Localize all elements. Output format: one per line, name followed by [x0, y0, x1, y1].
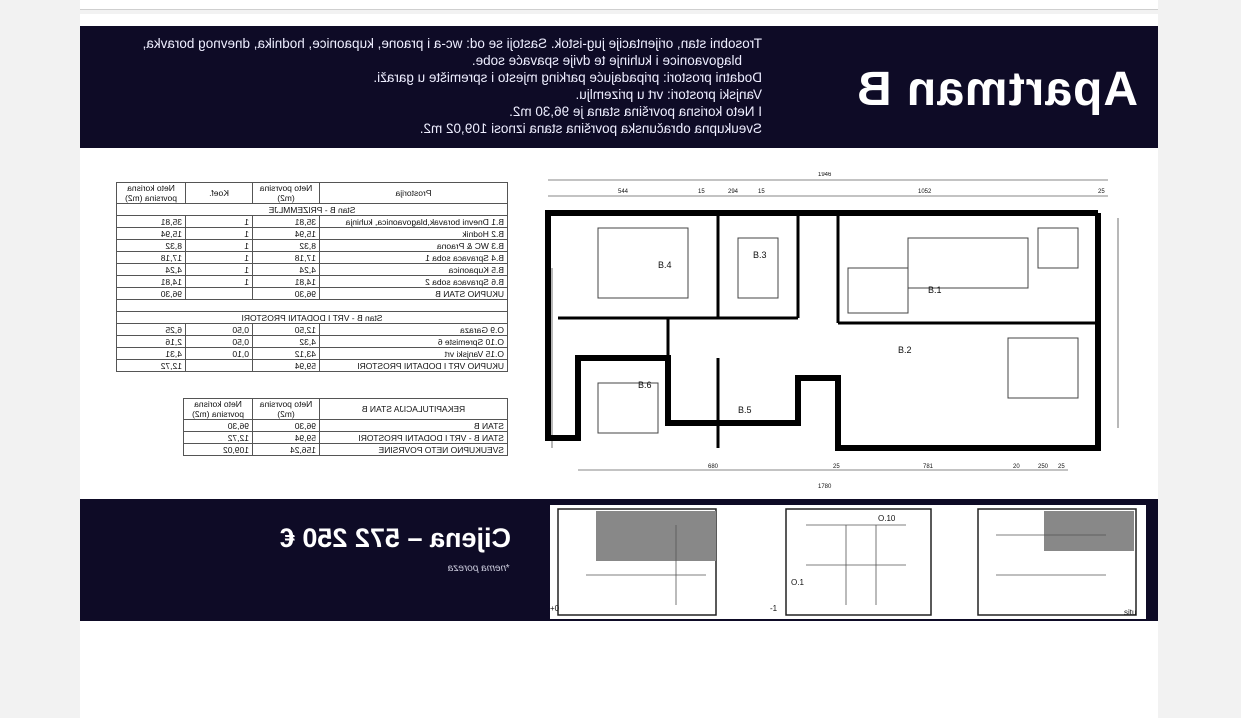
cell-net: 96,30	[253, 420, 320, 432]
room-label-b3: B.3	[753, 250, 767, 260]
cell-room: B.3 WC & Praona	[320, 240, 508, 252]
cell-useful: 96,30	[117, 288, 186, 300]
cell-room: UKUPNO STAN B	[320, 288, 508, 300]
section-header: Stan B - VRT I DODATNI PROSTORI	[117, 312, 508, 324]
thumb-label: -1	[770, 604, 778, 613]
cell-coef: 0,50	[186, 336, 253, 348]
cell-useful: 12,72	[117, 360, 186, 372]
cell-coef: 1	[186, 228, 253, 240]
table-row	[117, 252, 508, 264]
spacer-row	[117, 300, 508, 312]
cell-net: 15,94	[253, 228, 320, 240]
cell-room: B.4 Spravaca soba 1	[320, 252, 508, 264]
table-row	[117, 276, 508, 288]
header-band	[80, 26, 1158, 148]
description-line: blagovaonice i kuhinje te dvije spavaće sobe.	[471, 53, 742, 68]
floor-plan	[538, 168, 1138, 488]
cell-label: STAN B	[320, 420, 508, 432]
dim-label: 294	[728, 189, 739, 195]
cell-useful: 8,32	[117, 240, 186, 252]
thumb-label: situ	[1124, 608, 1137, 617]
cell-coef	[186, 360, 253, 372]
col-useful: Neto korisna povrsina (m2)	[117, 183, 186, 204]
floor-thumbnails	[550, 505, 1146, 619]
cell-room: O.9 Garaza	[320, 324, 508, 336]
description-line: Dodatni prostori: pripadajuće parking mjesto i spremište u garaži.	[373, 70, 762, 85]
cell-net: 35,81	[253, 216, 320, 228]
dim-label: 15	[698, 189, 705, 195]
dim-label: 1780	[818, 484, 832, 488]
footer-band	[80, 499, 1158, 621]
dim-label: 15	[758, 189, 765, 195]
dim-label: 1052	[918, 189, 932, 195]
table-row	[117, 228, 508, 240]
col-coef: Koef.	[186, 183, 253, 204]
cell-net: 12,50	[253, 324, 320, 336]
cell-net: 59,94	[253, 360, 320, 372]
dim-label: 25	[1098, 189, 1105, 195]
tax-note: *nema poreza	[447, 563, 510, 574]
section-header: Stan B - PRIZEMMLJE	[117, 204, 508, 216]
thumb-label: O.10	[878, 514, 896, 523]
cell-coef: 0,10	[186, 348, 253, 360]
cell-room: B.1 Dnevni boravak,blagovaonica, kuhinja	[320, 216, 508, 228]
room-label-b1: B.1	[928, 285, 942, 295]
cell-useful: 4,24	[117, 264, 186, 276]
table-row	[117, 288, 508, 300]
table-row	[117, 264, 508, 276]
cell-label: STAN B - VRT I DODATNI PROSTORI	[320, 432, 508, 444]
table-row	[117, 360, 508, 372]
description-line: Trosobni stan, orijentacije jug-istok. Sastoji se od: wc-a i praone, kupaonice, hodnika, dnevnog boravka,	[142, 36, 762, 51]
cell-room: UKUPNO VRT I DODATNI PROSTORI	[320, 360, 508, 372]
cell-room: B.2 Hodnik	[320, 228, 508, 240]
col-net: Neto povrsina (m2)	[253, 399, 320, 420]
cell-useful: 14,81	[117, 276, 186, 288]
col-net: Neto povrsina (m2)	[253, 183, 320, 204]
thumb-label: +0	[550, 604, 560, 613]
table-row	[184, 444, 508, 456]
cell-useful: 6,25	[117, 324, 186, 336]
summary-table	[183, 398, 508, 456]
dim-label: 25	[1058, 464, 1065, 470]
cell-net: 96,30	[253, 288, 320, 300]
cell-net: 17,18	[253, 252, 320, 264]
rows-ground	[117, 216, 508, 300]
price-label: Cijena – 572 250 €	[279, 523, 511, 553]
cell-useful: 35,81	[117, 216, 186, 228]
cell-room: B.6 Spravaca soba 2	[320, 276, 508, 288]
cell-net: 4,32	[253, 336, 320, 348]
description-line: I Neto korisna površina stana je 96,30 m2.	[509, 104, 762, 119]
dim-label: 1946	[818, 172, 832, 178]
table-row	[184, 432, 508, 444]
dim-label: 544	[618, 189, 629, 195]
cell-coef	[186, 288, 253, 300]
cell-useful: 12,72	[184, 432, 253, 444]
description-line: Sveukupna obračunska površina stana iznosi 109,02 m2.	[419, 121, 762, 136]
previous-page-edge	[80, 0, 1158, 10]
thumb-label: O.1	[791, 578, 804, 587]
dim-label: 20	[1013, 464, 1020, 470]
cell-label: SVEUKUPNO NETO POVRSINE	[320, 444, 508, 456]
cell-room: B.5 Kupaonica	[320, 264, 508, 276]
cell-room: O.10 Spremiste 6	[320, 336, 508, 348]
cell-net: 59,94	[253, 432, 320, 444]
cell-net: 4,24	[253, 264, 320, 276]
document-page	[80, 14, 1158, 718]
footer-mirrored	[80, 499, 1158, 621]
room-label-b6: B.6	[638, 380, 652, 390]
table-row	[117, 216, 508, 228]
room-label-b2: B.2	[898, 345, 912, 355]
col-title: REKAPITULACIJA STAN B	[320, 399, 508, 420]
room-areas-table	[116, 182, 508, 372]
cell-coef: 1	[186, 276, 253, 288]
cell-coef: 1	[186, 240, 253, 252]
cell-useful: 2,16	[117, 336, 186, 348]
table-row	[117, 324, 508, 336]
table-row	[117, 336, 508, 348]
cell-useful: 4,31	[117, 348, 186, 360]
rows-extra	[117, 324, 508, 372]
apartment-description	[92, 35, 762, 137]
cell-net: 43,12	[253, 348, 320, 360]
dim-label: 250	[1038, 464, 1049, 470]
cell-coef: 0,50	[186, 324, 253, 336]
dim-label: 25	[833, 464, 840, 470]
cell-useful: 17,18	[117, 252, 186, 264]
col-useful: Neto korisna povrsina (m2)	[184, 399, 253, 420]
room-label-b5: B.5	[738, 405, 752, 415]
content-area	[80, 148, 1158, 498]
cell-net: 14,81	[253, 276, 320, 288]
cell-coef: 1	[186, 252, 253, 264]
apartment-title: Apartman B	[855, 63, 1138, 116]
cell-room: O.15 Vanjski vrt	[320, 348, 508, 360]
cell-useful: 109,02	[184, 444, 253, 456]
content-mirrored	[80, 148, 1158, 498]
summary-rows	[184, 420, 508, 456]
cell-net: 8,32	[253, 240, 320, 252]
cell-useful: 96,30	[184, 420, 253, 432]
dim-label: 781	[923, 464, 934, 470]
cell-coef: 1	[186, 216, 253, 228]
col-room: Prostorija	[320, 183, 508, 204]
description-line: Vanjski prostori: vrt u prizemlju.	[575, 87, 762, 102]
table-row	[184, 420, 508, 432]
dim-label: 680	[708, 464, 719, 470]
header-mirrored-content	[80, 26, 1158, 148]
table-row	[117, 348, 508, 360]
cell-net: 156,24	[253, 444, 320, 456]
room-label-b4: B.4	[658, 260, 672, 270]
cell-useful: 15,94	[117, 228, 186, 240]
cell-coef: 1	[186, 264, 253, 276]
table-row	[117, 240, 508, 252]
